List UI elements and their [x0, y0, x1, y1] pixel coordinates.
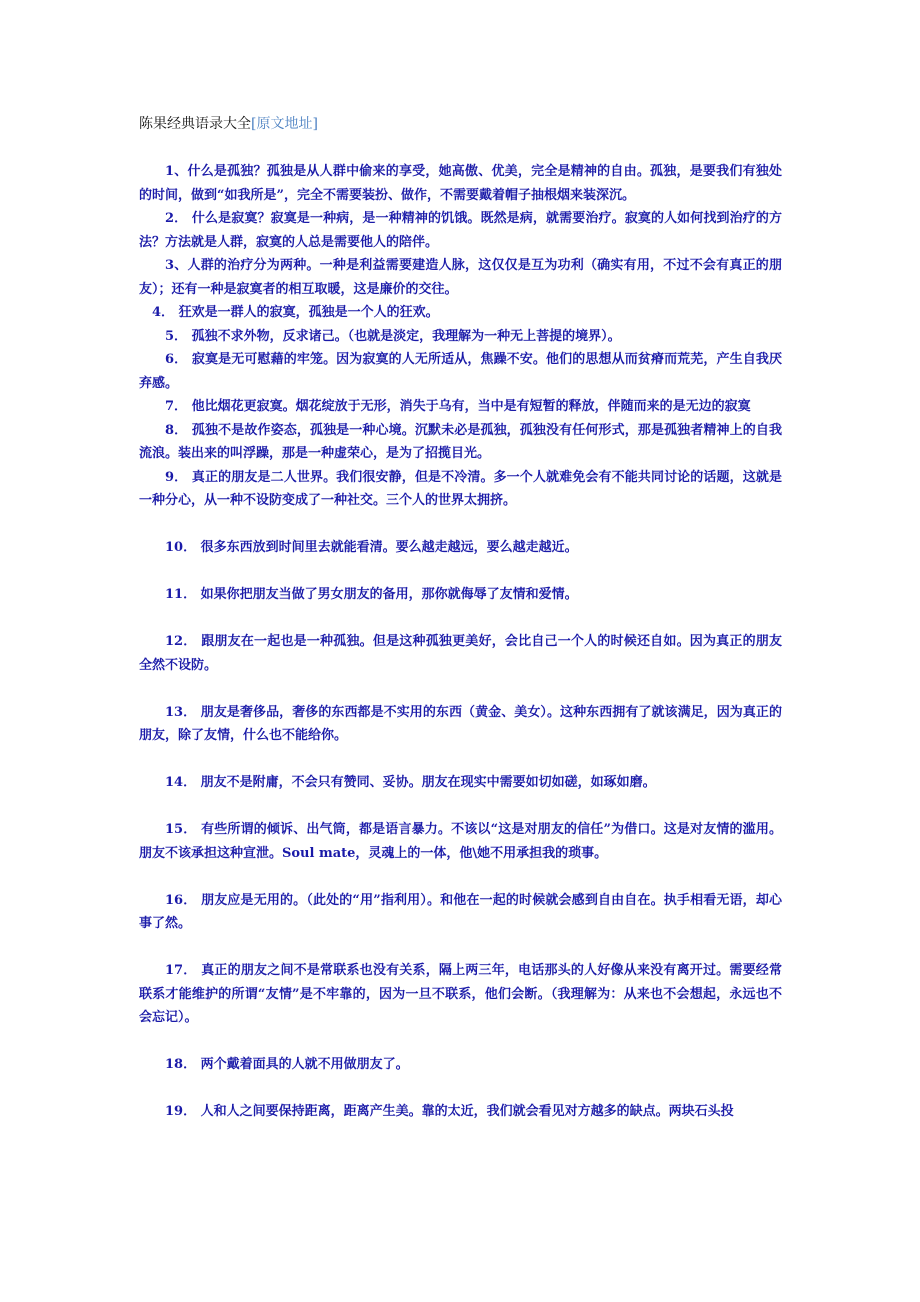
title-text: 陈果经典语录大全 — [139, 116, 251, 132]
quote-16: 16． 朋友应是无用的。（此处的“用”指利用）。和他在一起的时候就会感到自由自在。执手相看无语，却心事了然。 — [139, 892, 782, 931]
original-address-link[interactable]: [原文地址] — [251, 116, 318, 132]
quote-4: 4． 狂欢是一群人的寂寞，孤独是一个人的狂欢。 — [152, 305, 439, 320]
quote-9: 9． 真正的朋友是二人世界。我们很安静，但是不冷清。多一个人就难免会有不能共同讨论的话题，这就是一种分心，从一种不设防变成了一种社交。三个人的世界太拥挤。 — [139, 469, 782, 508]
quote-1: 1、什么是孤独？孤独是从人群中偷来的享受，她高傲、优美，完全是精神的自由。孤独，是要我们有独处的时间，做到“如我所是”，完全不需要装扮、做作，不需要戴着帽子抽根烟来装深沉。 — [139, 164, 782, 203]
quote-6: 6． 寂寞是无可慰藉的牢笼。因为寂寞的人无所适从，焦躁不安。他们的思想从而贫瘠而荒芜，产生自我厌弃感。 — [139, 352, 782, 391]
quotes-body — [139, 160, 782, 1124]
page-title — [139, 114, 318, 134]
quote-11: 11． 如果你把朋友当做了男女朋友的备用，那你就侮辱了友情和爱情。 — [165, 587, 578, 602]
quote-3: 3、人群的治疗分为两种。一种是利益需要建造人脉，这仅仅是互为功利（确实有用，不过不会有真正的朋友）；还有一种是寂寞者的相互取暖，这是廉价的交往。 — [139, 258, 782, 297]
quote-19: 19． 人和人之间要保持距离，距离产生美。靠的太近，我们就会看见对方越多的缺点。两块石头投 — [165, 1104, 734, 1119]
quote-7: 7． 他比烟花更寂寞。烟花绽放于无形，消失于乌有，当中是有短暂的释放，伴随而来的是无边的寂寞 — [165, 399, 751, 414]
quote-15: 15． 有些所谓的倾诉、出气筒，都是语言暴力。不该以“这是对朋友的信任”为借口。这是对友情的滥用。朋友不该承担这种宣泄。Soul mate，灵魂上的一体，他\她不用承担我的琐事。 — [139, 822, 782, 861]
quote-2: 2． 什么是寂寞？寂寞是一种病，是一种精神的饥饿。既然是病，就需要治疗。寂寞的人如何找到治疗的方法？方法就是人群，寂寞的人总是需要他人的陪伴。 — [139, 211, 782, 250]
quote-17: 17． 真正的朋友之间不是常联系也没有关系，隔上两三年，电话那头的人好像从来没有离开过。需要经常联系才能维护的所谓“友情”是不牢靠的，因为一旦不联系，他们会断。（我理解为：从来也不会想起，永远也不会忘记）。 — [139, 963, 782, 1025]
quote-18: 18． 两个戴着面具的人就不用做朋友了。 — [165, 1057, 409, 1072]
quote-12: 12． 跟朋友在一起也是一种孤独。但是这种孤独更美好，会比自己一个人的时候还自如。因为真正的朋友全然不设防。 — [139, 634, 782, 673]
quote-14: 14． 朋友不是附庸，不会只有赞同、妥协。朋友在现实中需要如切如磋，如琢如磨。 — [165, 775, 656, 790]
quote-13: 13． 朋友是奢侈品，奢侈的东西都是不实用的东西（黄金、美女）。这种东西拥有了就该满足，因为真正的朋友，除了友情，什么也不能给你。 — [139, 704, 782, 743]
quote-8: 8． 孤独不是故作姿态，孤独是一种心境。沉默未必是孤独，孤独没有任何形式，那是孤独者精神上的自我流浪。装出来的叫浮躁，那是一种虚荣心，是为了招揽目光。 — [139, 422, 782, 461]
quote-5: 5． 孤独不求外物，反求诸己。（也就是淡定，我理解为一种无上菩提的境界）。 — [165, 328, 621, 344]
quote-10: 10． 很多东西放到时间里去就能看清。要么越走越远，要么越走越近。 — [165, 540, 578, 555]
